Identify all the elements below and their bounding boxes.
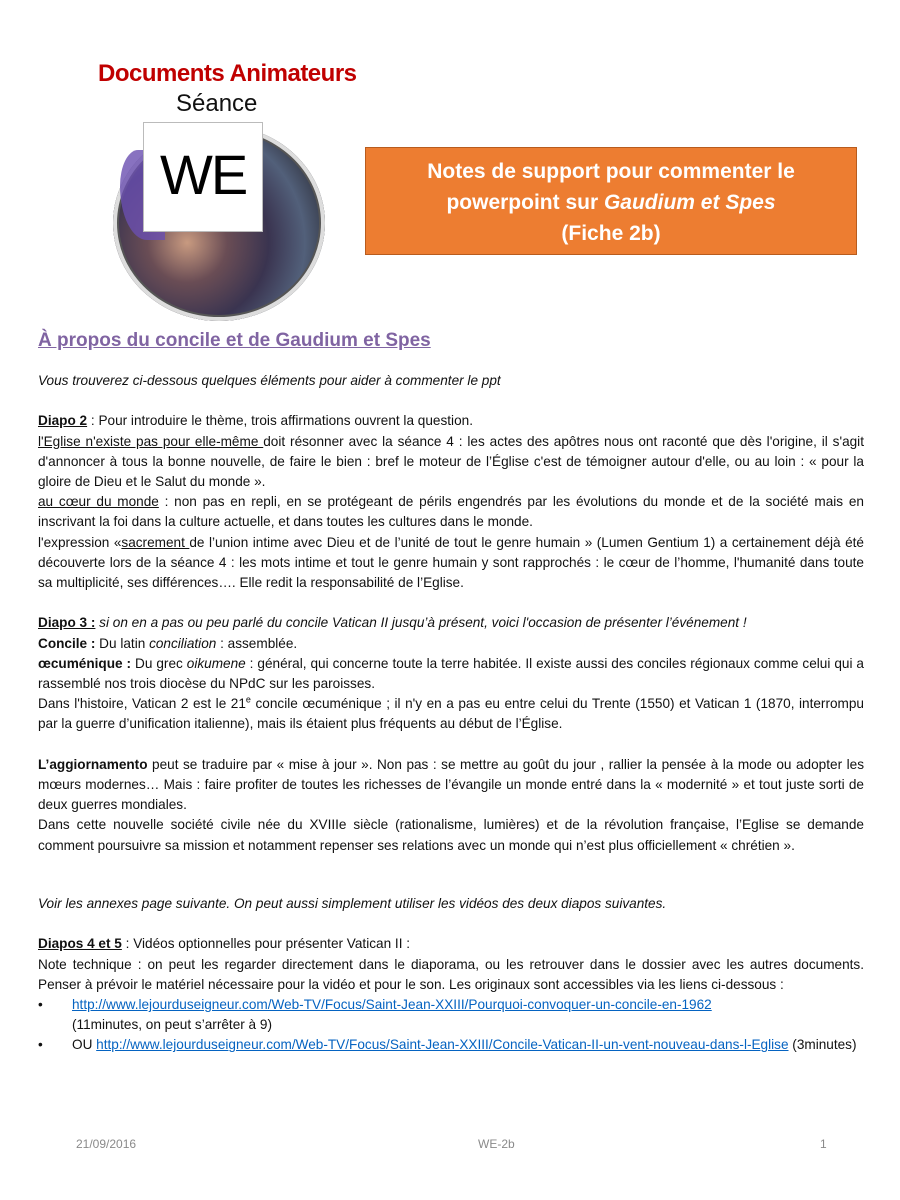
logo-title: Documents Animateurs xyxy=(98,60,357,87)
concile-text-b: : assemblée. xyxy=(216,635,298,651)
diapo2-paragraph-3 xyxy=(38,533,864,594)
aggiornamento-paragraph xyxy=(38,755,864,816)
diapo3-lead-text: si on en a pas ou peu parlé du concile Vatican II jusqu’à présent, voici l'occasion de présenter l’événement ! xyxy=(95,615,747,631)
society-paragraph: Dans cette nouvelle société civile née du XVIIIe siècle (rationalisme, lumières) et de la révolution française, l’Eglise se demande comment poursuivre sa mission et notamment repenser ses relations avec un monde qui n’est plus officiellement « chrétien ». xyxy=(38,817,864,853)
diapos45-lead-text: : Vidéos optionnelles pour présenter Vatican II : xyxy=(121,936,411,952)
footer-code: WE-2b xyxy=(478,1137,515,1151)
oecumenique-text-a: Du grec xyxy=(131,655,187,671)
diapo2-p3-text: de l’union intime avec Dieu et de l’unité de tout le genre humain » (Lumen Gentium 1) a certainement déjà été découverte lors de la séance 4 : les mots intime et tout le genre humain y sont rapprochés : le cœur de l’homme, l'humanité dans toute sa multiplicité, ses différences…. Elle redit la responsabilité de l’Eglise. xyxy=(38,534,864,591)
concile-label: Concile : xyxy=(38,635,96,651)
diapos45-label: Diapos 4 et 5 xyxy=(38,936,122,952)
diapo2-p1-text: doit résonner avec la séance 4 : les actes des apôtres nous ont raconté que dès l'origine, il s'agit d'annoncer à tous la bonne nouvelle, de faire le bien : bref le moteur de l’Église c'est de témoigner autour d'elle, ou au loin : « pour la gloire de Dieu et le Salut du monde ». xyxy=(38,433,864,489)
technical-note: Note technique : on peut les regarder directement dans le diaporama, ou les retrouver dans le dossier avec les autres documents. Penser à prévoir le matériel nécessaire pour la vidéo et pour le son. Les originaux sont accessibles via les liens ci-dessous : xyxy=(38,956,864,992)
video-link-2[interactable]: http://www.lejourduseigneur.com/Web-TV/Focus/Saint-Jean-XXIII/Concile-Vatican-II-un-vent-nouveau-dans-l-Eglise xyxy=(96,1037,789,1053)
aggiornamento-label: L’aggiornamento xyxy=(38,756,148,772)
concile-term: conciliation xyxy=(149,635,217,651)
oecumenique-definition xyxy=(38,654,864,694)
footer-date: 21/09/2016 xyxy=(76,1137,137,1151)
banner-line-2-text: powerpoint sur xyxy=(446,191,604,214)
diapo3-label: Diapo 3 : xyxy=(38,615,96,631)
diapo2-p2-text: : non pas en repli, en se protégeant de périls engendrés par les évolutions du monde et de la société mais en inscrivant la foi dans la culture actuelle, et dans toutes les cultures dans le monde. xyxy=(38,494,864,530)
banner-line-1: Notes de support pour commenter le xyxy=(427,160,795,183)
diapos45-lead xyxy=(38,934,864,954)
diapo2-p1-term: l'Eglise n'existe pas pour elle-même xyxy=(38,433,264,449)
bullet-icon: • xyxy=(38,1037,43,1053)
annexes-note: Voir les annexes page suivante. On peut aussi simplement utiliser les vidéos des deux diapos suivantes. xyxy=(38,896,667,912)
banner-line-3: (Fiche 2b) xyxy=(561,222,661,245)
banner-line-2 xyxy=(366,187,856,218)
diapo2-paragraph-1 xyxy=(38,432,864,493)
history-text-b: concile œcuménique ; il n'y en a pas eu entre celui du Trente (1550) et Vatican 1 (1870, interrompu par la guerre d’unification italienne), mais ils étaient plus fréquents au début de l’Église. xyxy=(38,696,864,732)
concile-definition xyxy=(38,634,864,654)
history-paragraph xyxy=(38,694,864,734)
diapo2-p3-term: sacrement xyxy=(121,534,190,550)
link-duration: (3minutes) xyxy=(788,1037,857,1053)
diapo3-lead xyxy=(38,613,864,633)
list-item xyxy=(38,995,864,1035)
logo-code: WE xyxy=(160,143,247,206)
diapo2-p2-term: au cœur du monde xyxy=(38,494,159,510)
diapo2-paragraph-2 xyxy=(38,492,864,532)
history-text-a: Dans l'histoire, Vatican 2 est le 21 xyxy=(38,696,246,712)
bullet-icon: • xyxy=(38,997,43,1013)
oecumenique-text-b: : général, qui concerne toute la terre habitée. Il existe aussi des conciles régionaux comme celui qui a rassemblé nos trois diocèse du NPdC sur les paroisses. xyxy=(38,655,864,692)
concile-text-a: Du latin xyxy=(95,635,150,651)
link-duration: (11minutes, on peut s’arrêter à 9) xyxy=(72,1017,272,1033)
oecumenique-term: oikumene xyxy=(186,655,246,671)
diapo2-lead xyxy=(38,411,864,431)
oecumenique-label: œcuménique : xyxy=(38,655,132,671)
aggiornamento-text: peut se traduire par « mise à jour ». Non pas : se mettre au goût du jour , rallier la pensée à la mode ou adopter les mœurs modernes… Mais : faire profiter de toutes les richesses de l’évangile un monde entré dans la « modernité » et tout juste sorti de deux guerres mondiales. xyxy=(38,756,864,813)
diapo2-label: Diapo 2 xyxy=(38,413,88,429)
document-body xyxy=(38,328,864,1056)
list-item xyxy=(38,1035,864,1055)
footer-page-number: 1 xyxy=(820,1137,827,1151)
title-banner xyxy=(365,147,857,255)
history-superscript: e xyxy=(245,694,251,705)
banner-gaudium-et-spes: Gaudium et Spes xyxy=(603,191,776,214)
video-link-1[interactable]: http://www.lejourduseigneur.com/Web-TV/Focus/Saint-Jean-XXIII/Pourquoi-convoquer-un-concile-en-1962 xyxy=(72,997,712,1013)
link-prefix: OU xyxy=(72,1037,97,1053)
diapo2-p3-prefix: l'expression « xyxy=(38,534,122,550)
diapo2-lead-text: : Pour introduire le thème, trois affirmations ouvrent la question. xyxy=(87,413,473,429)
logo-subtitle: Séance xyxy=(176,90,258,117)
video-links-list xyxy=(38,995,864,1056)
section-heading: À propos du concile et de Gaudium et Spes xyxy=(38,330,431,351)
intro-text: Vous trouverez ci-dessous quelques éléments pour aider à commenter le ppt xyxy=(38,373,501,388)
